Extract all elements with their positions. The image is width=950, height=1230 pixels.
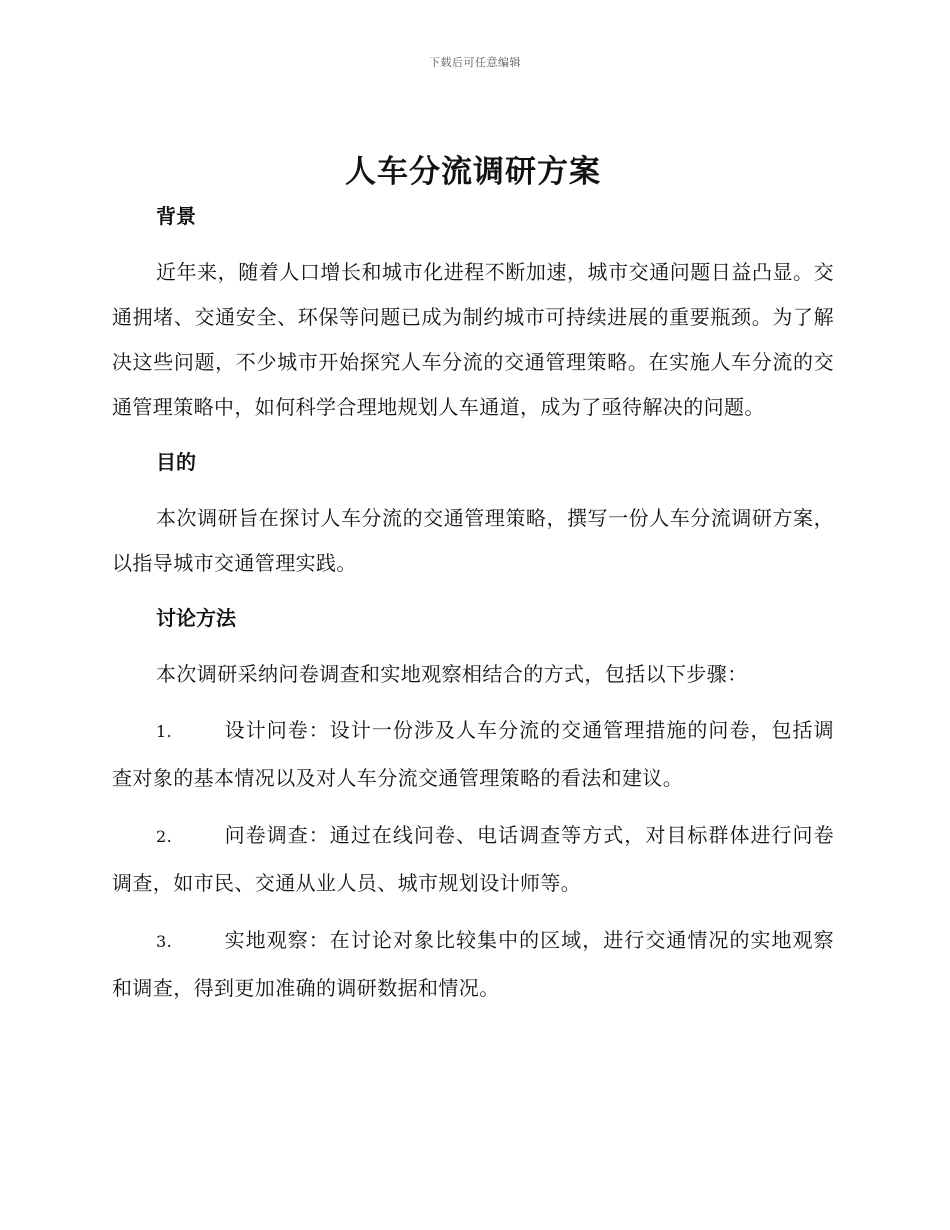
background-paragraph: 近年来，随着人口增长和城市化进程不断加速，城市交通问题日益凸显。交通拥堵、交通安全、环保等问题已成为制约城市可持续进展的重要瓶颈。为了解决这些问题，不少城市开始探究人车分流的交通管理策略。在实施人车分流的交通管理策略中，如何科学合理地规划人车通道，成为了亟待解决的问题。: [112, 260, 834, 419]
document-title: 人车分流调研方案: [345, 154, 601, 190]
section-heading-purpose: 目的: [156, 450, 196, 474]
step-text: 实地观察：在讨论对象比较集中的区域，进行交通情况的实地观察和调查，得到更加准确的调研数据和情况。: [112, 928, 834, 1000]
step-text: 设计问卷：设计一份涉及人车分流的交通管理措施的问卷，包括调查对象的基本情况以及对人车分流交通管理策略的看法和建议。: [112, 718, 834, 790]
step-item: [112, 917, 834, 1012]
method-paragraph: 本次调研采纳问卷调查和实地观察相结合的方式，包括以下步骤：: [156, 662, 748, 686]
step-item: [112, 707, 834, 802]
step-item: [112, 812, 834, 907]
step-text: 问卷调查：通过在线问卷、电话调查等方式，对目标群体进行问卷调查，如市民、交通从业人员、城市规划设计师等。: [112, 823, 834, 895]
document-body: [112, 150, 834, 1012]
purpose-paragraph: 本次调研旨在探讨人车分流的交通管理策略，撰写一份人车分流调研方案，以指导城市交通管理实践。: [112, 506, 834, 575]
section-heading-background: 背景: [156, 204, 196, 228]
step-number: 1.: [156, 722, 173, 741]
step-number: 2.: [156, 827, 173, 846]
step-number: 3.: [156, 932, 173, 951]
section-heading-method: 讨论方法: [156, 606, 236, 630]
header-note: 下载后可任意编辑: [429, 56, 521, 69]
